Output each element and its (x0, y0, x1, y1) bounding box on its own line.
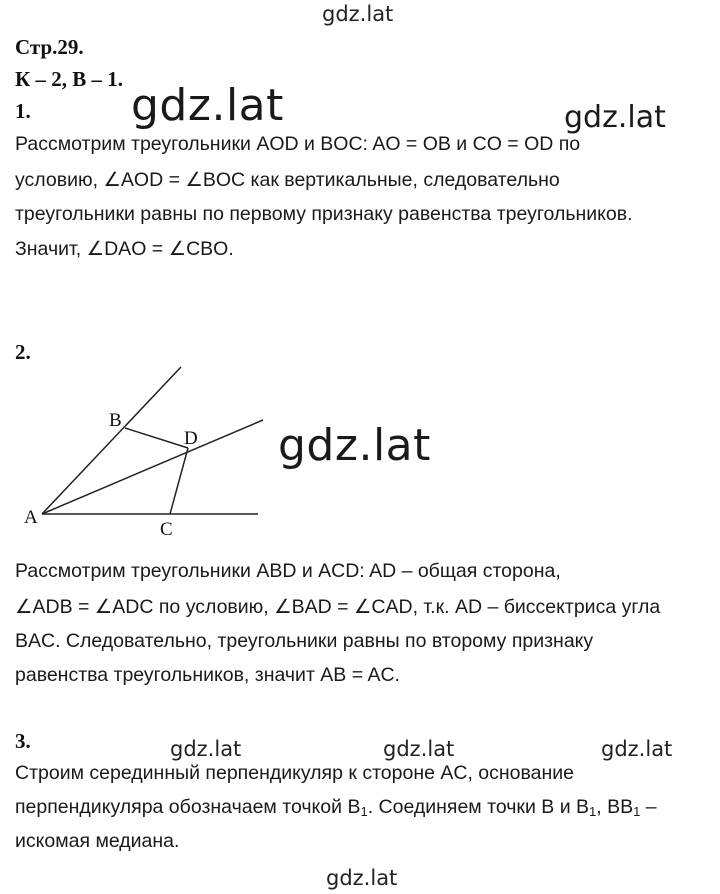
ray-ab (42, 367, 181, 514)
label-c: C (160, 519, 173, 540)
task2-line-4: равенства треугольников, значит AB = AC. (15, 664, 400, 686)
watermark-figure: gdz.lat (278, 420, 431, 471)
watermark-bottom: gdz.lat (326, 866, 398, 890)
watermark-row3-c: gdz.lat (601, 737, 673, 761)
label-a: A (24, 507, 38, 528)
watermark-header-right: gdz.lat (564, 100, 666, 135)
task1-line-4: Значит, ∠DAO = ∠CBO. (15, 238, 234, 260)
task1-number: 1. (15, 99, 31, 123)
task3-line-2: перпендикуляра обозначаем точкой $B_1$. Соединяем точки B и $B_1$, $BB_1$ – (15, 796, 657, 819)
task2-number: 2. (15, 340, 31, 364)
page-title: Стр.29. (15, 35, 84, 59)
watermark-row3-a: gdz.lat (170, 737, 242, 761)
task1-line-1: Рассмотрим треугольники AOD и BOC: AO = OB и CO = OD по (15, 133, 581, 155)
segment-bd (125, 428, 188, 448)
watermark-header-big: gdz.lat (131, 80, 284, 131)
task2-line-2: ∠ADB = ∠ADC по условию, ∠BAD = ∠CAD, т.к. AD – биссектриса угла (15, 596, 661, 618)
label-d: D (184, 428, 198, 449)
label-b: B (109, 410, 122, 431)
watermark-row3-b: gdz.lat (383, 737, 455, 761)
task3-line-1: Строим серединный перпендикуляр к стороне AC, основание (15, 762, 574, 784)
task2-line-3: BAC. Следовательно, треугольники равны по второму признаку (15, 630, 594, 652)
task2-line-1: Рассмотрим треугольники ABD и ACD: AD – общая сторона, (15, 560, 561, 582)
task1-line-2: условию, ∠AOD = ∠BOC как вертикальные, следовательно (15, 169, 560, 191)
ray-ad (42, 420, 263, 514)
task1-line-3: треугольники равны по первому признаку равенства треугольников. (15, 203, 633, 225)
variant-label: К – 2, В – 1. (15, 67, 123, 91)
task3-number: 3. (15, 729, 31, 753)
task3-line-3: искомая медиана. (15, 830, 180, 852)
geometry-figure (0, 360, 300, 540)
watermark-top: gdz.lat (322, 2, 394, 26)
